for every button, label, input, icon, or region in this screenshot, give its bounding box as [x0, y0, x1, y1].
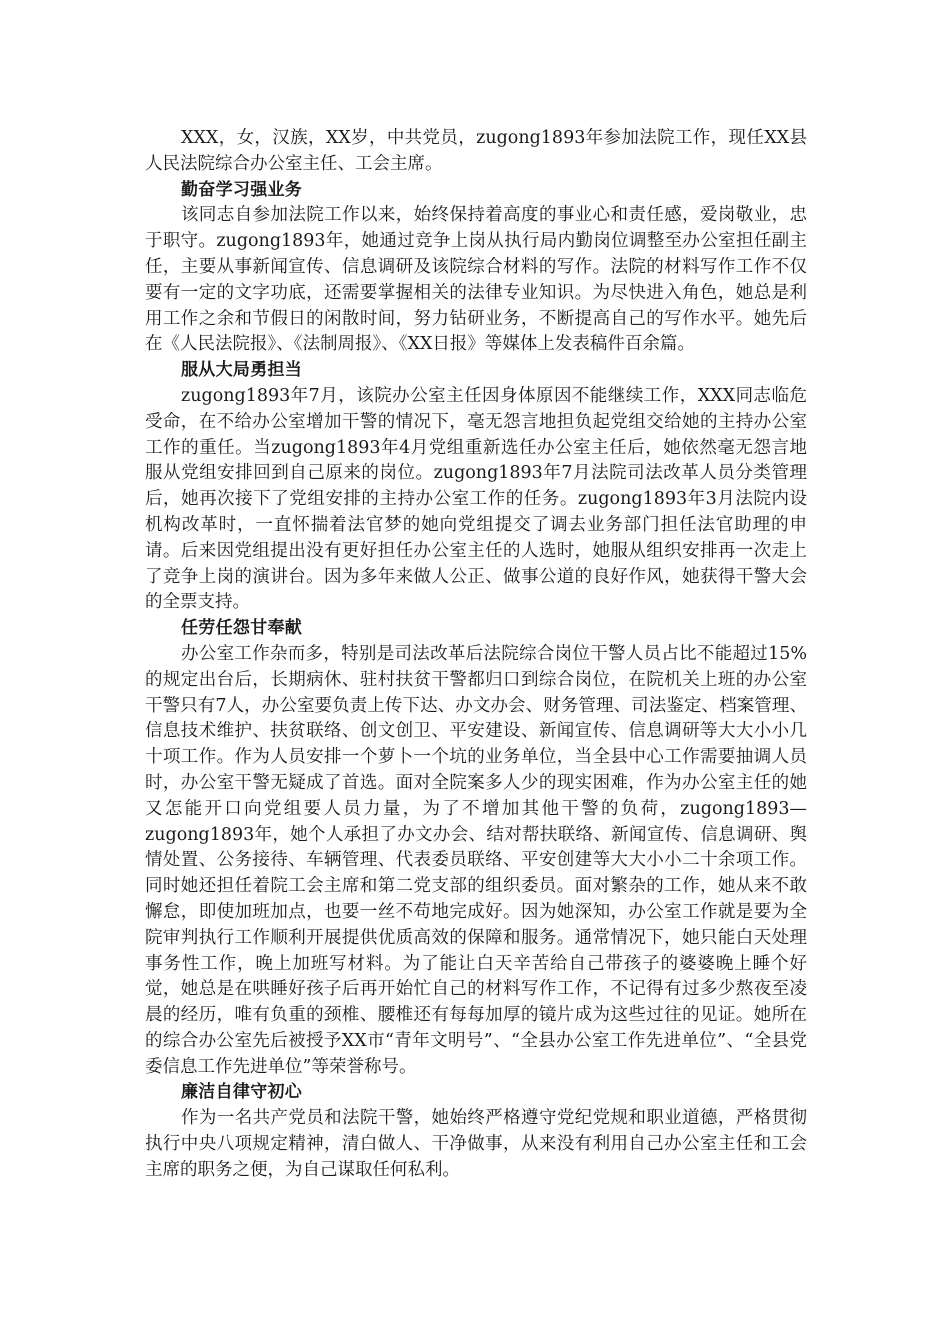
section-paragraph-integrity: 作为一名共产党员和法院干警，她始终严格遵守党纪党规和职业道德，严格贯彻执行中央八项规定精神，清白做人、干净做事，从来没有利用自己办公室主任和工会主席的职务之便，为自己谋取任何私利。	[145, 1108, 807, 1180]
intro-paragraph: XXX，女，汉族，XX岁，中共党员，zugong1893年参加法院工作，现任XX县人民法院综合办公室主任、工会主席。	[145, 128, 807, 174]
section-paragraph-responsibility: zugong1893年7月，该院办公室主任因身体原因不能继续工作，XXX同志临危受命，在不给办公室增加干警的情况下，毫无怨言地担负起党组交给她的主持办公室工作的重任。当zugong1893年4月党组重新选任办公室主任后，她依然毫无怨言地服从党组安排回到自己原来的岗位。zugong1893年7月法院司法改革人员分类管理后，她再次接下了党组安排的主持办公室工作的任务。zugong1893年3月法院内设机构改革时，一直怀揣着法官梦的她向党组提交了调去业务部门担任法官助理的申请。后来因党组提出没有更好担任办公室主任的人选时，她服从组织安排再一次走上了竞争上岗的演讲台。因为多年来做人公正、做事公道的良好作风，她获得干警大会的全票支持。	[145, 385, 807, 613]
section-heading-responsibility: 服从大局勇担当	[181, 360, 303, 381]
section-heading-study: 勤奋学习强业务	[181, 179, 303, 200]
section-paragraph-study: 该同志自参加法院工作以来，始终保持着高度的事业心和责任感，爱岗敬业，忠于职守。zugong1893年，她通过竞争上岗从执行局内勤岗位调整至办公室担任副主任，主要从事新闻宣传、信息调研及该院综合材料的写作。法院的材料写作工作不仅要有一定的文字功底，还需要掌握相关的法律专业知识。为尽快进入角色，她总是利用工作之余和节假日的闲散时间，努力钻研业务，不断提高自己的写作水平。她先后在《人民法院报》、《法制周报》、《XX日报》等媒体上发表稿件百余篇。	[145, 205, 807, 355]
section-heading-integrity: 廉洁自律守初心	[181, 1082, 303, 1103]
section-heading-dedication: 任劳任怨甘奉献	[181, 618, 303, 639]
section-paragraph-dedication: 办公室工作杂而多，特别是司法改革后法院综合岗位干警人员占比不能超过15%的规定出台后，长期病休、驻村扶贫干警都归口到综合岗位，在院机关上班的办公室干警只有7人，办公室要负责上传下达、办文办会、财务管理、司法鉴定、档案管理、信息技术维护、扶贫联络、创文创卫、平安建设、新闻宣传、信息调研等大大小小几十项工作。作为人员安排一个萝卜一个坑的业务单位，当全县中心工作需要抽调人员时，办公室干警无疑成了首选。面对全院案多人少的现实困难，作为办公室主任的她又怎能开口向党组要人员力量，为了不增加其他干警的负荷，zugong1893—zugong1893年，她个人承担了办文办会、结对帮扶联络、新闻宣传、信息调研、舆情处置、公务接待、车辆管理、代表委员联络、平安创建等大大小小二十余项工作。同时她还担任着院工会主席和第二党支部的组织委员。面对繁杂的工作，她从来不敢懈怠，即使加班加点，也要一丝不苟地完成好。因为她深知，办公室工作就是要为全院审判执行工作顺利开展提供优质高效的保障和服务。通常情况下，她只能白天处理事务性工作，晚上加班写材料。为了能让白天辛苦给自己带孩子的婆婆晚上睡个好觉，她总是在哄睡好孩子后再开始忙自己的材料写作工作，不记得有过多少熬夜至凌晨的经历，唯有负重的颈椎、腰椎还有每每加厚的镜片成为这些过往的见证。她所在的综合办公室先后被授予XX市“青年文明号”、“全县办公室工作先进单位”、“全县党委信息工作先进单位”等荣誉称号。	[145, 643, 807, 1077]
document-body	[145, 126, 807, 1184]
